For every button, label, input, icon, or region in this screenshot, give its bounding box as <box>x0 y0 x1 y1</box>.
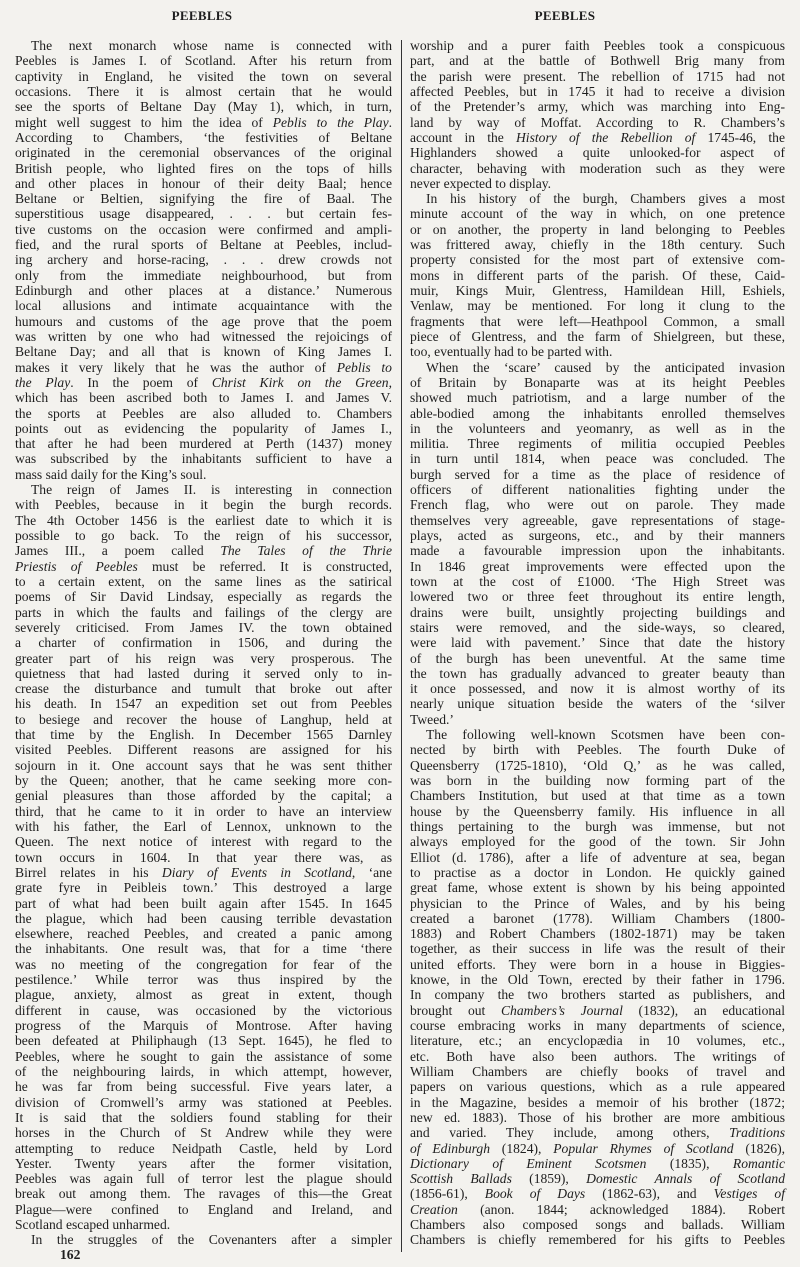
italic-title: History of the Rebellion of <box>515 129 696 145</box>
text-segment: (anon. 1844; acknowledged 1884). Robert <box>457 1201 785 1217</box>
text-line: mass said daily for the King’s soul. <box>15 466 207 482</box>
italic-title: Domestic Annals of Scotland <box>586 1171 786 1187</box>
text-segment: 1745-46, the <box>695 129 785 145</box>
running-head-left: PEEBLES <box>171 8 233 23</box>
text-line: of the burgh has been uneventful. At the same time <box>410 650 785 666</box>
italic-title: the Play <box>15 374 71 390</box>
text-line: horses in the Church of St Andrew while they were <box>15 1125 392 1141</box>
text-line: lowered two or three feet throughout its entire length, <box>410 589 785 605</box>
text-segment: makes it very likely that he was the author of <box>15 359 337 375</box>
text-line: made a favourable impression upon the inhabitants. <box>410 543 785 559</box>
text-line: were laid with pavement.’ Since that date the history <box>410 635 785 651</box>
text-line: The next monarch whose name is connected with <box>31 38 392 53</box>
text-line: elsewhere, reached Peebles, and created a panic among <box>15 926 392 942</box>
text-line: see the sports of Beltane Day (May 1), which, in turn, <box>15 99 392 115</box>
text-line: grate fyre in Peibleis town.’ This destroyed a large <box>15 880 392 896</box>
text-line: which has been ascribed both to James I. and James V. <box>15 390 392 406</box>
text-segment: (1862-63), and <box>585 1186 714 1202</box>
text-line: by the Queen; another, that he came seeking more con- <box>15 773 392 788</box>
text-line <box>410 1141 785 1156</box>
text-line: break out among them. The ravages of this—the Great <box>15 1186 392 1202</box>
text-line: was born in the building now forming part of the <box>410 773 785 788</box>
right-column <box>410 38 785 1248</box>
text-line <box>410 1125 785 1140</box>
text-line: united efforts. They were born in a house in Biggies- <box>410 956 785 972</box>
italic-title: of Edinburgh <box>410 1140 491 1156</box>
text-line: Queensberry (1725-1810), ‘Old Q,’ as he was called, <box>410 757 785 773</box>
italic-title: Peblis to <box>336 359 392 375</box>
text-segment: might well suggest to him the idea of <box>15 114 273 130</box>
text-line <box>410 1202 785 1217</box>
text-line: land by way of Moffat. According to R. Chambers’s <box>410 114 785 130</box>
text-line: British people, who lighted fires on the tops of hills <box>15 160 392 176</box>
text-line: drains were built, unsightly projecting buildings and <box>410 604 785 620</box>
italic-title: Book of Days <box>484 1186 586 1202</box>
text-line: stairs were removed, and the side-ways, so cleared, <box>410 619 785 635</box>
text-line: In the struggles of the Covenanters after a simpler <box>31 1232 392 1248</box>
italic-title: The Tales of the Thrie <box>220 543 392 559</box>
text-line <box>15 559 392 574</box>
text-line: tive customs on the occasion were confirmed and ampli- <box>15 221 392 237</box>
text-line: piece of Glentress, and the farm of Shielgreen, but these, <box>410 328 785 344</box>
text-line: points out as evidencing the popularity of James I., <box>15 420 392 436</box>
text-line: The reign of James II. is interesting in connection <box>31 482 392 498</box>
text-line: humours and customs of the age prove that the poem <box>15 313 392 329</box>
italic-title: Chambers’s Journal <box>500 1002 623 1018</box>
text-line: part, and at the battle of Bothwell Brig many from <box>410 53 785 69</box>
text-line: fied, and the rural sports of Beltane at Peebles, includ- <box>15 237 392 253</box>
italic-title: Romantic <box>732 1155 786 1171</box>
text-line: nected by birth with Peebles. The fourth Duke of <box>410 742 785 758</box>
text-line: Peebles was again full of terror lest the plague should <box>15 1171 392 1187</box>
text-line: 1883) and Robert Chambers (1802-1871) may be taken <box>410 926 785 942</box>
text-line: town at the cost of £1000. ‘The High Street was <box>410 573 785 589</box>
text-line: different in cause, was occasioned by the victorious <box>15 1002 392 1018</box>
text-line: new ed. 1883). Those of his brother are more ambitious <box>410 1109 785 1125</box>
running-head-right: PEEBLES <box>534 8 596 23</box>
text-line: was frittered away, chiefly in the 18th century. Such <box>410 237 785 253</box>
text-segment: Birrel relates in his <box>15 864 162 880</box>
text-line: in turn until 1814, when peace was concluded. The <box>410 451 785 467</box>
text-line: The 4th October 1456 is the earliest date to which it is <box>15 512 392 528</box>
text-line: genial pleasures than those afforded by the capital; a <box>15 788 392 804</box>
text-line: too, eventually had to be parted with. <box>410 344 613 360</box>
text-line: pestilence.’ While terror was thus inspired by the <box>15 972 392 988</box>
text-line: only from the immediate neighbourhood, but from <box>15 267 392 283</box>
text-line: In 1846 great improvements were effected upon the <box>410 558 785 574</box>
text-line: and other places in honour of their deity Baal; hence <box>15 175 392 191</box>
text-line: knowe, in the Old Town, erected by their father in 1796. <box>410 972 785 988</box>
text-line: poems of Sir David Lindsay, especially as regards the <box>15 589 392 605</box>
italic-title: Priestis of Peebles <box>15 558 138 574</box>
text-line: things pertaining to the burgh was immense, but not <box>410 818 785 834</box>
text-line <box>15 865 392 880</box>
text-line: plays, acted as surgeons, etc., and by their manners <box>410 528 785 543</box>
text-segment: , ‘ane <box>351 864 392 880</box>
text-line: progress of the Marquis of Montrose. After having <box>15 1018 392 1033</box>
text-line: created a baronet (1778). William Chambers (1800- <box>410 910 785 926</box>
text-line: In company the two brothers started as publishers, and <box>410 987 785 1003</box>
left-column <box>15 38 392 1248</box>
text-line: French flag, who were out on parole. They made <box>410 497 785 513</box>
text-line: muir, Kings Muir, Glentress, Hamildean Hill, Eshiels, <box>410 283 785 298</box>
text-line: with his father, the Earl of Lennox, unknown to the <box>15 818 392 834</box>
text-line: William Chambers are chiefly books of travel and <box>410 1063 785 1079</box>
text-segment: , <box>388 374 392 390</box>
text-line: sojourn in it. One account says that he was sent thither <box>15 757 392 773</box>
text-line: fragments that were left—Heathpool Common, a small <box>410 313 785 329</box>
text-segment: (1824), <box>490 1140 554 1156</box>
text-line: together, as their success in life was the result of their <box>410 941 785 957</box>
text-line: quietness that had lasted during it served only to in- <box>15 665 392 681</box>
text-line: his death. In 1547 an expedition set out from Peebles <box>15 696 392 712</box>
text-line: superstitious usage disappeared, . . . but certain fes- <box>15 206 392 222</box>
text-line: Chambers Institution, but used at that time as a town <box>410 788 785 804</box>
text-line: in the Magazine, besides a memoir of his brother (1872; <box>410 1094 785 1110</box>
text-line: worship and a purer faith Peebles took a conspicuous <box>410 38 785 53</box>
text-line: the plague, which had been causing terrible devastation <box>15 910 392 926</box>
text-line: Queen. The next notice of interest with regard to the <box>15 834 392 850</box>
italic-title: Diary of Events in Scotland <box>161 864 352 880</box>
italic-title: Traditions <box>729 1125 785 1141</box>
text-line: Edinburgh and other places at a distance.’ Numerous <box>15 283 392 298</box>
text-line: severely criticised. From James IV. the town obtained <box>15 619 392 635</box>
text-line: with Peebles, because in it begin the burgh records. <box>15 497 392 513</box>
text-line: ing archery and horse-racing, . . . drew crowds not <box>15 252 392 268</box>
text-line: Elliot (d. 1786), after a life of adventure at sea, began <box>410 849 785 865</box>
text-segment: (1856-61), <box>410 1186 485 1202</box>
text-line: nearly unique situation beside the waters of the ‘silver <box>410 696 785 712</box>
text-line: literature, etc.; an encyclopædia in 10 volumes, etc., <box>410 1033 785 1049</box>
text-line: crease the disturbance and tumult that broke out after <box>15 681 392 697</box>
text-line: part of what had been built again after 1545. In 1645 <box>15 895 392 911</box>
text-line: In his history of the burgh, Chambers gives a most <box>426 191 785 207</box>
text-line: great fame, whose extent is shown by his being appointed <box>410 880 785 896</box>
text-line <box>410 1003 785 1018</box>
text-line: Tweed.’ <box>410 711 454 727</box>
text-line <box>15 115 392 130</box>
text-line: was subscribed by the inhabitants sufficient to have a <box>15 451 392 467</box>
text-line: etc. Both have also been authors. The writings of <box>410 1048 785 1064</box>
text-segment: and varied. They include, among others, <box>410 1125 730 1141</box>
text-line: the parish were present. The rebellion of 1715 had not <box>410 68 785 84</box>
text-line: possible to go back. To the reign of his successor, <box>15 528 392 543</box>
text-line <box>15 375 392 390</box>
text-line: house by the Queensberry family. His influence in all <box>410 803 785 819</box>
text-line: the town has gradually advanced to greater beauty than <box>410 665 785 681</box>
text-line: course embracing works in many departments of science, <box>410 1018 785 1033</box>
text-line: Chambers also composed songs and ballads. William <box>410 1217 785 1233</box>
text-line: Beltane Day; and all that is known of King James I. <box>15 344 392 360</box>
page-number: 162 <box>60 1247 81 1262</box>
text-line: that after he had been murdered at Perth (1437) money <box>15 436 392 452</box>
column-divider <box>401 40 402 1252</box>
text-segment: account in the <box>410 129 516 145</box>
text-line: property consisted for the most part of extensive com- <box>410 252 785 268</box>
text-line: local allusions and intimate acquaintance with the <box>15 298 392 314</box>
text-line: the sports at Peebles are also alluded to. Chambers <box>15 405 392 421</box>
text-line: visited Peebles. Different reasons are assigned for his <box>15 742 392 758</box>
text-line: physician to the Prince of Wales, and by his being <box>410 895 785 911</box>
text-line: Venlaw, may be mentioned. For long it clung to the <box>410 298 785 314</box>
text-line: greater part of his reign was very prosperous. The <box>15 650 392 666</box>
text-line: militia. Three regiments of militia occupied Peebles <box>410 436 785 452</box>
text-line: been defeated at Philiphaugh (13 Sept. 1645), he fled to <box>15 1033 392 1049</box>
text-line: When the ‘scare’ caused by the anticipated invasion <box>426 359 785 375</box>
italic-title: Scottish Ballads <box>410 1171 512 1187</box>
text-line: of the Pretender’s army, which was marching into Eng- <box>410 99 785 115</box>
text-line: was no meeting of the congregation for fear of the <box>15 956 392 972</box>
text-line: papers on various questions, which as a rule appeared <box>410 1079 785 1095</box>
text-segment: . In the poem of <box>70 374 212 390</box>
text-segment: brought out <box>410 1002 501 1018</box>
italic-title: Vestiges of <box>713 1186 785 1202</box>
text-line: captivity in England, he visited the town on several <box>15 68 392 84</box>
text-segment: . <box>388 114 393 130</box>
italic-title: Popular Rhymes of Scotland <box>553 1140 734 1156</box>
text-line: always employed for the good of the town. Sir John <box>410 834 785 850</box>
text-line: able-bodied among the inhabitants enrolled themselves <box>410 405 785 421</box>
text-line: According to Chambers, ‘the festivities of Beltane <box>15 129 392 145</box>
text-line: Chambers is chiefly remembered for his gifts to Peebles <box>410 1232 785 1248</box>
text-line: mons in different parts of the parish. Of these, Caid- <box>410 267 785 283</box>
text-line: burgh served for a time as the place of residence of <box>410 466 785 482</box>
text-line: parts in which the faults and failings of the clergy are <box>15 604 392 620</box>
text-line: Plague—were confined to England and Ireland, and <box>15 1201 392 1217</box>
text-line: that time by the English. In December 1565 Darnley <box>15 727 392 743</box>
text-line: character, behaving with moderation such as they were <box>410 160 785 176</box>
text-line: originated in the ceremonial observances of the original <box>15 145 392 161</box>
text-segment: James III., a poem called <box>15 543 221 559</box>
text-line: division of Cromwell’s army was stationed at Peebles. <box>15 1094 392 1110</box>
text-line: officers of different nationalities fighting under the <box>410 482 785 498</box>
text-line: in the volunteers and yeomanry, as well as in the <box>410 420 785 436</box>
text-line: to practise as a doctor in London. He quickly gained <box>410 864 785 880</box>
text-segment: (1835), <box>646 1155 733 1171</box>
text-line <box>15 543 392 558</box>
italic-title: Peblis to the Play <box>272 114 389 130</box>
text-line <box>410 130 785 145</box>
italic-title: Christ Kirk on the Green <box>211 374 389 390</box>
text-line: the inhabitants. One result was, that for a time ‘there <box>15 941 392 957</box>
text-line: it once possessed, and now it is almost worthy of its <box>410 681 785 697</box>
text-line: of the neighbouring lairds, in which attempt, however, <box>15 1063 392 1079</box>
text-line: to besiege and recover the house of Langhup, held at <box>15 711 392 727</box>
text-line: was written by one who had witnessed the rejoicings of <box>15 328 392 344</box>
text-line: The following well-known Scotsmen have been con- <box>426 727 785 743</box>
text-line: It is said that the soldiers found stabling for their <box>15 1109 392 1125</box>
text-line: showed much patriotism, and a large number of the <box>410 390 785 406</box>
text-line: third, that he came to it in order to have an interview <box>15 803 392 819</box>
text-line: Yester. Twenty years after the former visitation, <box>15 1155 392 1171</box>
text-line <box>15 360 392 375</box>
text-line: to a certain extent, on the same lines as the satirical <box>15 573 392 589</box>
italic-title: Creation <box>410 1201 458 1217</box>
text-segment: must be referred. It is constructed, <box>137 558 392 574</box>
text-line: plague, anxiety, almost as great in extent, though <box>15 987 392 1003</box>
text-line: a charter of confirmation in 1506, and during the <box>15 635 392 651</box>
text-line: Peebles is James I. of Scotland. After his return from <box>15 53 392 69</box>
text-line: Highlanders showed a quite unlooked-for aspect of <box>410 145 785 161</box>
text-segment: (1832), an educational <box>622 1002 785 1018</box>
text-line: attempting to reduce Neidpath Castle, held by Lord <box>15 1140 392 1156</box>
text-line: occasions. There it is almost certain that he would <box>15 83 392 99</box>
text-line: Scotland escaped unharmed. <box>15 1217 171 1233</box>
text-line: of Britain by Bonaparte was at its height Peebles <box>410 374 785 390</box>
text-line: never expected to display. <box>410 175 552 191</box>
text-line: or on another, the property in land belonging to Peebles <box>410 221 785 237</box>
text-segment: (1859), <box>511 1171 587 1187</box>
text-line: minute account of the way in which, on one pretence <box>410 206 785 222</box>
text-segment: (1826), <box>733 1140 786 1156</box>
text-line <box>410 1171 785 1186</box>
text-line: themselves very agreeable, gave representations of stage- <box>410 512 785 528</box>
text-line: town occurs in 1604. In that year there was, as <box>15 849 392 865</box>
text-line <box>410 1186 785 1201</box>
text-line: Beltane or Beltien, signifying the fire of Baal. The <box>15 191 392 207</box>
text-line: affected Peebles, but in 1745 it had to receive a division <box>410 83 785 99</box>
text-line: he was far from being successful. Five years later, a <box>15 1079 392 1095</box>
text-line: Peebles, where he sought to gain the assistance of some <box>15 1048 392 1064</box>
text-line <box>410 1156 785 1171</box>
italic-title: Dictionary of Eminent Scotsmen <box>410 1155 647 1171</box>
